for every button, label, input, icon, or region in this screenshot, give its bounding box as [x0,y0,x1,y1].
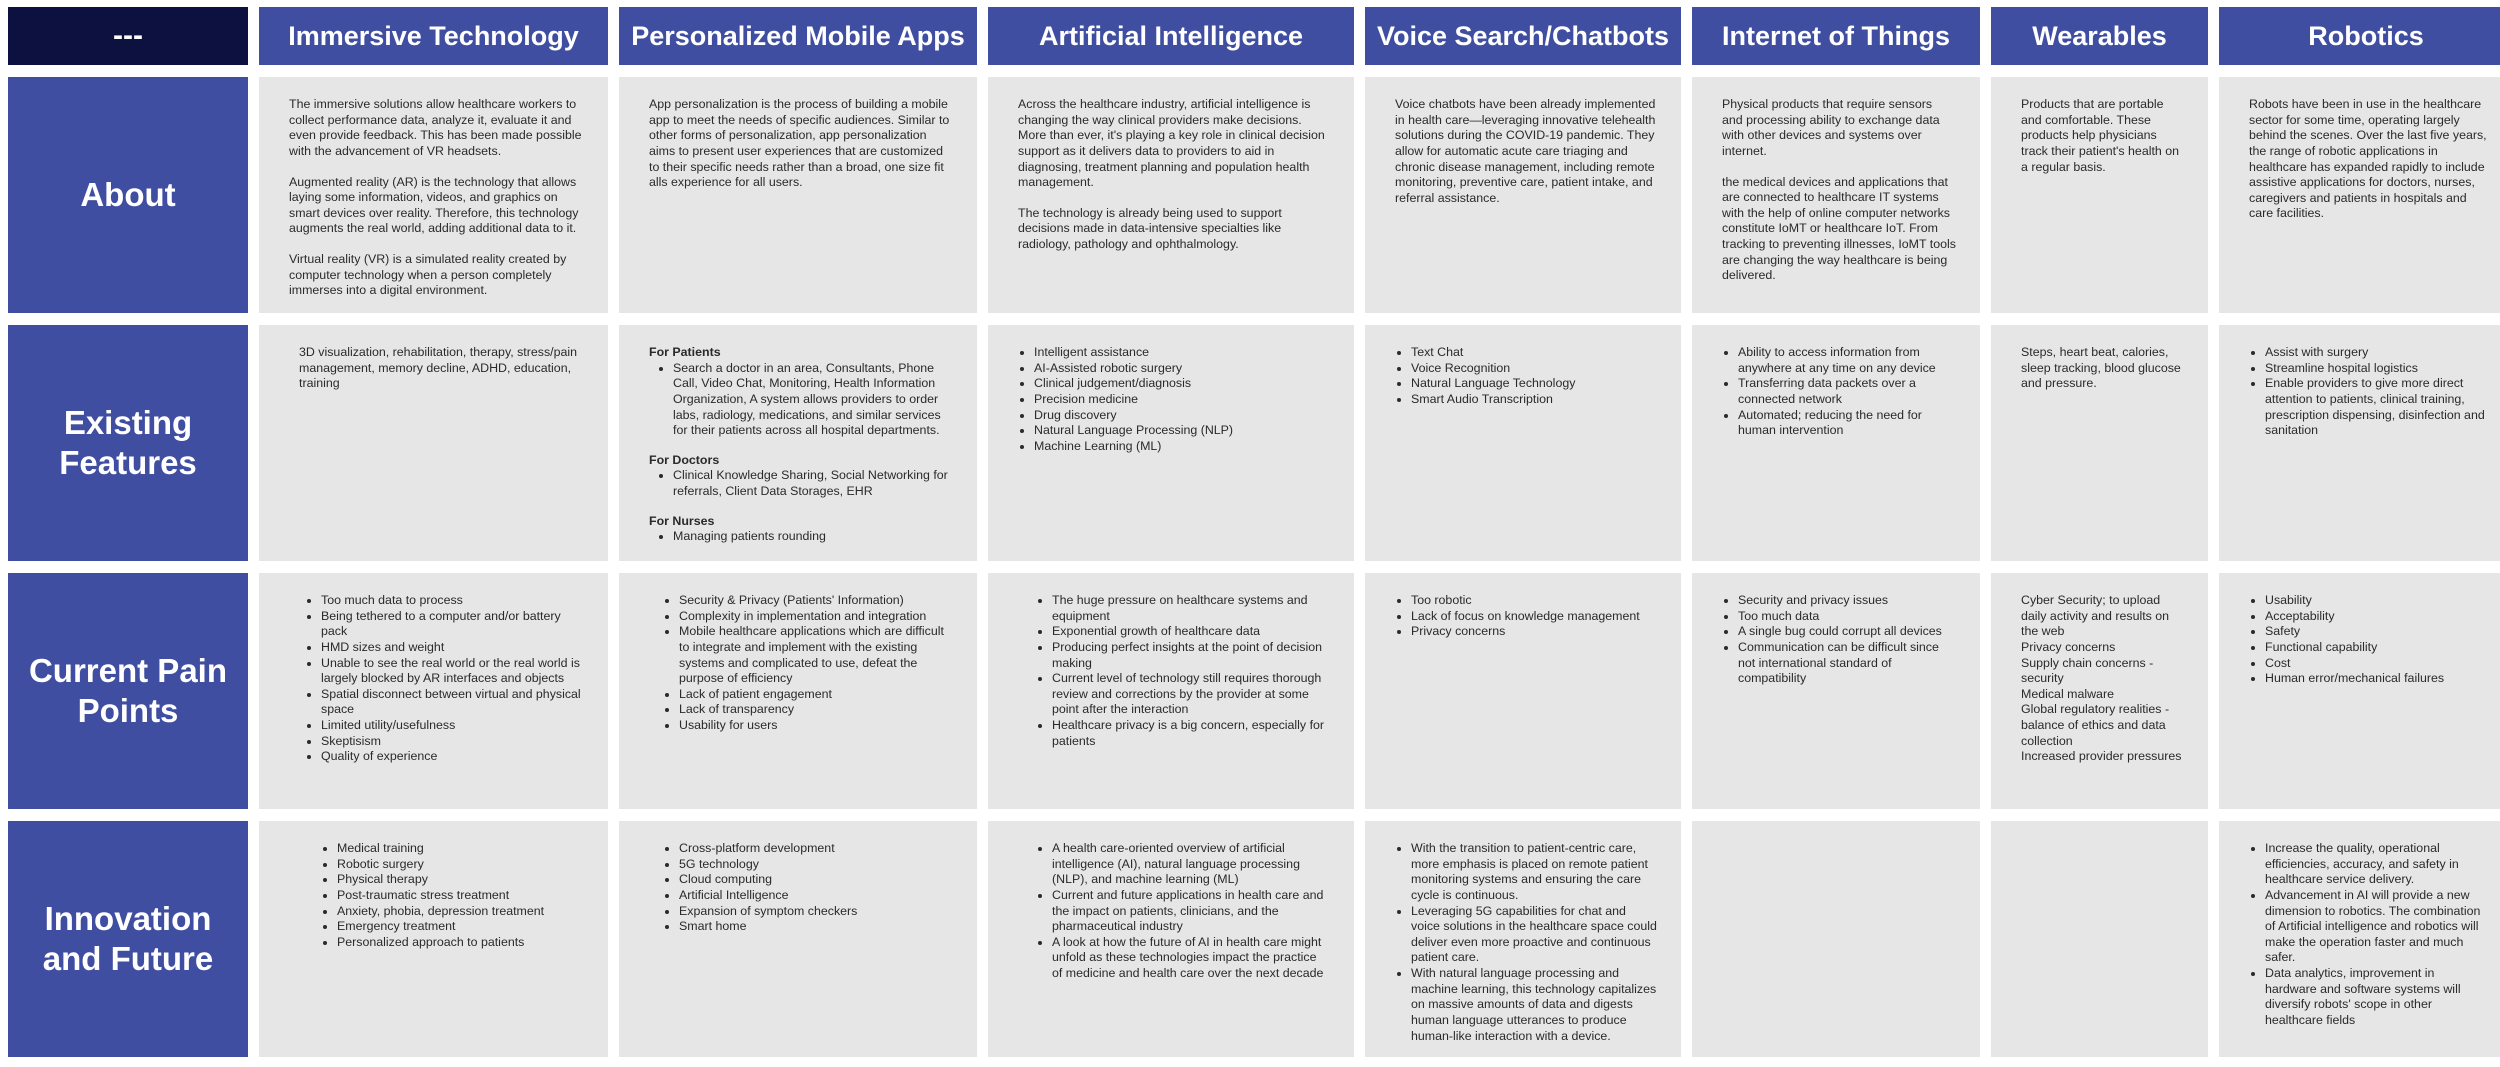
future-ai-cell [988,821,1354,1057]
future-mobile-cell [619,821,977,1057]
list-item: • Text Chat [1411,345,1657,361]
list-item: • Too much data to process [321,593,584,609]
for-patients-title: For Patients [649,345,721,359]
list-item: • AI-Assisted robotic surgery [1034,361,1330,377]
pain-iot-cell [1692,573,1980,809]
list-item: • Search a doctor in an area, Consultants, Phone Call, Video Chat, Monitoring, Health Information Organization, A system allows providers to order labs, radiology, medications, and similar services for their patients across all hospital departments. [673,361,953,439]
list-item: • Smart home [679,919,953,935]
list-item: • Current and future applications in health care and the impact on patients, clinicians, and the pharmaceutical industry [1052,888,1330,935]
features-voice-cell [1365,325,1681,561]
list-item: • Automated; reducing the need for human intervention [1738,408,1956,439]
list-item: • Robotic surgery [337,857,584,873]
list-item: • Cost [2265,656,2489,672]
about-ai-para: The technology is already being used to support decisions made in data-intensive specialties like radiology, pathology and ophthalmology. [1018,205,1282,251]
about-iot-cell [1692,77,1980,313]
about-mobile-cell [619,77,977,313]
about-robotics-para: Robots have been in use in the healthcare sector for some time, operating largely behind the scenes. Over the last five years, the range of robotic applications in healthcare has expanded rapidly to include assistive applications for doctors, nurses, caregivers and patients in hospitals and care facilities. [2249,97,2487,221]
list-item: • Post-traumatic stress treatment [337,888,584,904]
list-item: • Anxiety, phobia, depression treatment [337,904,584,920]
about-immersive-cell [259,77,608,313]
list-item: • Clinical Knowledge Sharing, Social Networking for referrals, Client Data Storages, EHR [673,468,953,499]
list-item: • With natural language processing and machine learning, this technology capitalizes on massive amounts of data and digests human language utterances to produce human-like interaction with a device. [1411,966,1657,1044]
list-item: • Functional capability [2265,640,2489,656]
text-line: Cyber Security; to upload daily activity and results on the web [2021,593,2170,639]
list-item: • Spatial disconnect between virtual and physical space [321,687,584,718]
list-item: • HMD sizes and weight [321,640,584,656]
list-item: • Safety [2265,624,2489,640]
list-item: • Exponential growth of healthcare data [1052,624,1330,640]
list-item: • Too much data [1738,609,1956,625]
text-line: Medical malware [2021,686,2114,701]
features-immersive-cell [259,325,608,561]
about-iot-para: Physical products that require sensors and processing ability to exchange data with other devices and systems over internet. [1722,97,1940,158]
list-item: • Mobile healthcare applications which are difficult to integrate and implement with the existing systems and complicated to use, defeat the purpose of efficiency [679,624,953,687]
features-robotics-cell [2219,325,2500,561]
pain-ai-cell [988,573,1354,809]
list-item: • Enable providers to give more direct attention to patients, clinical training, prescription dispensing, disinfection and sanitation [2265,376,2489,439]
column-header-immersive-technology: Immersive Technology [259,7,608,65]
list-item: • Clinical judgement/diagnosis [1034,376,1330,392]
text-line: Increased provider pressures [2021,749,2182,764]
for-nurses-title: For Nurses [649,513,715,528]
column-header-robotics: Robotics [2219,7,2500,65]
list-item: • A look at how the future of AI in health care might unfold as these technologies impact the practice of medicine and health care over the next decade [1052,935,1330,982]
list-item: • Natural Language Processing (NLP) [1034,423,1330,439]
list-item: • Healthcare privacy is a big concern, especially for patients [1052,718,1330,749]
list-item: • Managing patients rounding [673,529,953,545]
list-item: • Personalized approach to patients [337,935,584,951]
list-item: • Being tethered to a computer and/or battery pack [321,609,584,640]
list-item: • Cloud computing [679,872,953,888]
list-item: • Increase the quality, operational efficiencies, accuracy, and safety in healthcare service delivery. [2265,841,2489,888]
column-header-artificial-intelligence: Artificial Intelligence [988,7,1354,65]
about-immersive-para: Virtual reality (VR) is a simulated reality created by computer technology when a person completely immerses into a digital environment. [289,252,567,298]
list-item: • Precision medicine [1034,392,1330,408]
column-header-voice-search-chatbots: Voice Search/Chatbots [1365,7,1681,65]
list-item: • Unable to see the real world or the real world is largely blocked by AR interfaces and objects [321,656,584,687]
pain-wearables-cell [1991,573,2208,809]
list-item: • Acceptability [2265,609,2489,625]
pain-voice-cell [1365,573,1681,809]
future-iot-cell [1692,821,1980,1057]
list-item: • Producing perfect insights at the point of decision making [1052,640,1330,671]
column-header-internet-of-things: Internet of Things [1692,7,1980,65]
row-header-about: About [8,77,248,313]
list-item: • Limited utility/usefulness [321,718,584,734]
features-ai-cell [988,325,1354,561]
future-wearables-cell [1991,821,2208,1057]
list-item: • Assist with surgery [2265,345,2489,361]
list-item: • 5G technology [679,857,953,873]
about-ai-para: Across the healthcare industry, artificial intelligence is changing the way clinical providers make decisions. More than ever, it's playing a key role in clinical decision support as it delivers data to providers to aid in diagnosing, treatment planning and population health management. [1018,97,1325,190]
features-immersive-text: 3D visualization, rehabilitation, therapy, stress/pain management, memory decline, ADHD, education, training [299,345,578,391]
about-ai-cell [988,77,1354,313]
about-immersive-para: The immersive solutions allow healthcare workers to collect performance data, analyze it, evaluate it and even provide feedback. This has been made possible with the advancement of VR headsets. [289,97,582,158]
list-item: • Skeptisism [321,734,584,750]
list-item: • Transferring data packets over a connected network [1738,376,1956,407]
list-item: • Too robotic [1411,593,1657,609]
list-item: • Physical therapy [337,872,584,888]
list-item: • Security & Privacy (Patients' Information) [679,593,953,609]
list-item: • Streamline hospital logistics [2265,361,2489,377]
list-item: • Communication can be difficult since not international standard of compatibility [1738,640,1956,687]
about-robotics-cell [2219,77,2500,313]
list-item: • Complexity in implementation and integration [679,609,953,625]
list-item: • Machine Learning (ML) [1034,439,1330,455]
row-header-innovation-and-future: Innovation and Future [8,821,248,1057]
row-header-current-pain-points: Current Pain Points [8,573,248,809]
about-iot-para: the medical devices and applications that are connected to healthcare IT systems with the help of online computer networks constitute IoMT or healthcare IoT. From tracking to preventing illnesses, IoMT tools are changing the way healthcare is being delivered. [1722,174,1956,283]
list-item: • Human error/mechanical failures [2265,671,2489,687]
list-item: • A single bug could corrupt all devices [1738,624,1956,640]
list-item: • The huge pressure on healthcare systems and equipment [1052,593,1330,624]
list-item: • Natural Language Technology [1411,376,1657,392]
features-mobile-cell [619,325,977,561]
pain-immersive-cell [259,573,608,809]
pain-mobile-cell [619,573,977,809]
future-immersive-cell [259,821,608,1057]
list-item: • Artificial Intelligence [679,888,953,904]
for-doctors-title: For Doctors [649,452,720,467]
list-item: • Expansion of symptom checkers [679,904,953,920]
list-item: • Smart Audio Transcription [1411,392,1657,408]
list-item: • Drug discovery [1034,408,1330,424]
column-header-wearables: Wearables [1991,7,2208,65]
list-item: • Lack of focus on knowledge management [1411,609,1657,625]
list-item: • Medical training [337,841,584,857]
future-voice-cell [1365,821,1681,1057]
text-line: Supply chain concerns - security [2021,655,2154,686]
list-item: • Lack of transparency [679,702,953,718]
list-item: • With the transition to patient-centric care, more emphasis is placed on remote patient monitoring systems and ensuring the care cycle is continuous. [1411,841,1657,904]
pain-robotics-cell [2219,573,2500,809]
list-item: • Ability to access information from anywhere at any time on any device [1738,345,1956,376]
list-item: • Cross-platform development [679,841,953,857]
list-item: • Leveraging 5G capabilities for chat and voice solutions in the healthcare space could deliver even more proactive and continuous patient care. [1411,904,1657,967]
corner-header: --- [8,7,248,65]
list-item: • Voice Recognition [1411,361,1657,377]
list-item: • Security and privacy issues [1738,593,1956,609]
features-iot-cell [1692,325,1980,561]
list-item: • Current level of technology still requires thorough review and corrections by the provider at some point after the interaction [1052,671,1330,718]
list-item: • Usability for users [679,718,953,734]
features-wearables-cell [1991,325,2208,561]
list-item: • Intelligent assistance [1034,345,1330,361]
list-item: • Data analytics, improvement in hardware and software systems will diversify robots' scope in other healthcare fields [2265,966,2489,1029]
list-item: • Privacy concerns [1411,624,1657,640]
about-voice-para: Voice chatbots have been already implemented in health care—leveraging innovative telehealth solutions during the COVID-19 pandemic. They allow for automatic acute care triaging and chronic disease management, including remote monitoring, preventive care, patient intake, and referral assistance. [1395,97,1656,205]
list-item: • Emergency treatment [337,919,584,935]
about-mobile-para: App personalization is the process of building a mobile app to meet the needs of specific audiences. Similar to other forms of personalization, app personalization aims to present user experiences that are customized to their specific needs rather than a broad, one size fit alls experience for all users. [649,97,950,190]
text-line: Global regulatory realities - balance of ethics and data collection [2021,702,2170,748]
list-item: • Quality of experience [321,749,584,765]
column-header-personalized-mobile-apps: Personalized Mobile Apps [619,7,977,65]
list-item: • Lack of patient engagement [679,687,953,703]
about-immersive-para: Augmented reality (AR) is the technology that allows laying some information, videos, and graphics on smart devices over reality. Therefore, this technology augments the real world, adding additional data to it. [289,174,579,236]
row-header-existing-features: Existing Features [8,325,248,561]
list-item: • Advancement in AI will provide a new dimension to robotics. The combination of Artificial intelligence and robotics will make the operation faster and much safer. [2265,888,2489,966]
about-wearables-cell [1991,77,2208,313]
about-voice-cell [1365,77,1681,313]
text-line: Privacy concerns [2021,639,2116,654]
list-item: • A health care-oriented overview of artificial intelligence (AI), natural language processing (NLP), and machine learning (ML) [1052,841,1330,888]
about-wearables-para: Products that are portable and comfortable. These products help physicians track their patient's health on a regular basis. [2021,97,2180,174]
list-item: • Usability [2265,593,2489,609]
comparison-table [8,7,2492,1060]
features-wearables-text: Steps, heart beat, calories, sleep tracking, blood glucose and pressure. [2021,345,2181,391]
future-robotics-cell [2219,821,2500,1057]
